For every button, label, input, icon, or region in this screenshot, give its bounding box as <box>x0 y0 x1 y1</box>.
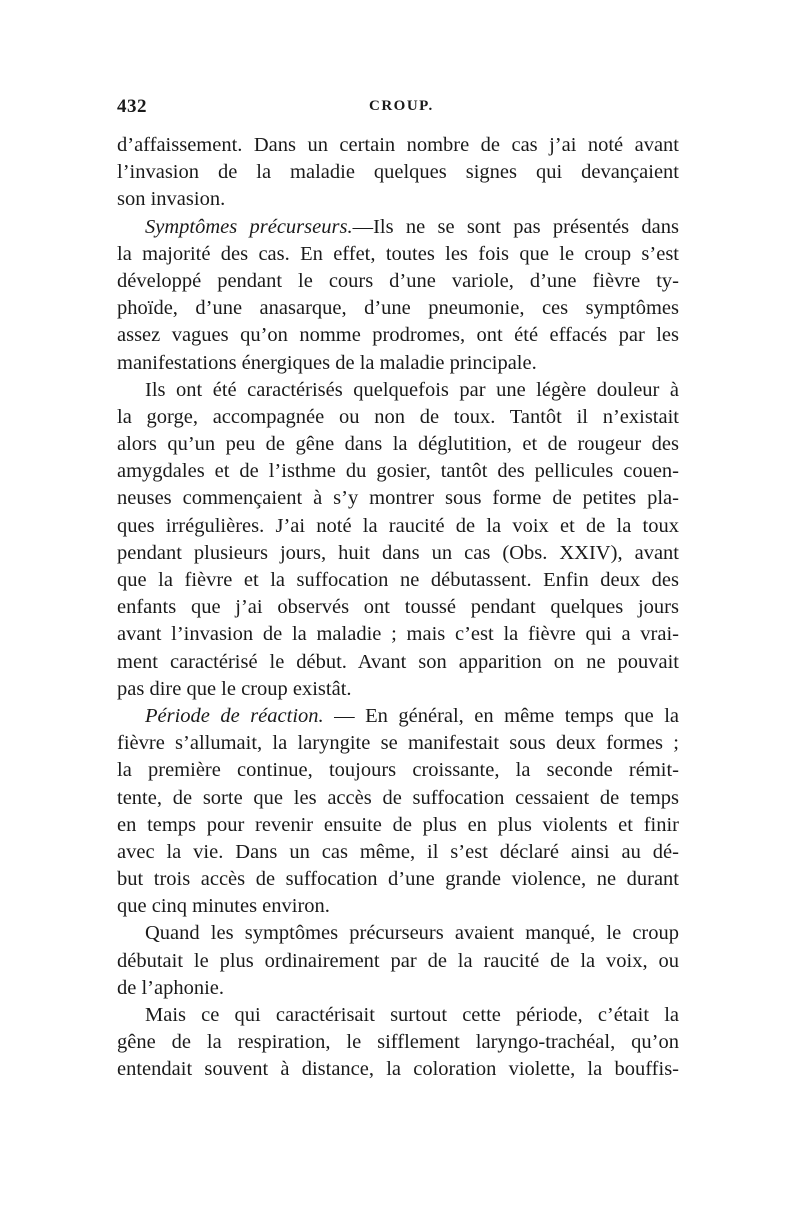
text-line <box>117 214 679 241</box>
text-run: fièvre s’allumait, la laryngite se manifestait sous deux formes ; <box>117 732 679 755</box>
text-line <box>117 458 679 485</box>
text-line <box>117 540 679 567</box>
text-line <box>117 1056 679 1083</box>
text-run: phoïde, d’une anasarque, d’une pneumonie, ces symptômes <box>117 297 679 320</box>
text-line <box>117 513 679 540</box>
text-line <box>117 676 679 703</box>
text-line <box>117 295 679 322</box>
text-run: entendait souvent à distance, la coloration violette, la bouffis- <box>117 1058 679 1081</box>
text-run: avant l’invasion de la maladie ; mais c’est la fièvre qui a vrai- <box>117 623 679 646</box>
text-line <box>117 567 679 594</box>
text-run: alors qu’un peu de gêne dans la déglutition, et de rougeur des <box>117 433 679 456</box>
text-run: ment caractérisé le début. Avant son apparition on ne pouvait <box>117 650 679 673</box>
text-run: d’affaissement. Dans un certain nombre de cas j’ai noté avant <box>117 134 679 156</box>
text-line <box>117 757 679 784</box>
text-run: débutait le plus ordinairement par de la raucité de la voix, ou <box>117 949 679 972</box>
running-title: CROUP. <box>369 98 434 114</box>
body-text <box>117 132 679 1084</box>
text-run: manifestations énergiques de la maladie principale. <box>117 351 537 374</box>
text-line <box>117 431 679 458</box>
text-line <box>117 186 679 213</box>
text-run: que cinq minutes environ. <box>117 895 330 918</box>
text-line <box>117 920 679 947</box>
text-line <box>117 594 679 621</box>
text-line <box>117 839 679 866</box>
text-run: Quand les symptômes précurseurs avaient manqué, le croup <box>145 922 679 945</box>
text-line <box>117 1029 679 1056</box>
text-line <box>117 703 679 730</box>
text-run: la première continue, toujours croissante, la seconde rémit- <box>117 759 679 782</box>
section-heading: Symptômes précurseurs. <box>145 215 353 238</box>
text-run: enfants que j’ai observés ont toussé pendant quelques jours <box>117 596 679 619</box>
page-number: 432 <box>117 96 147 117</box>
text-run: pendant plusieurs jours, huit dans un cas (Obs. XXIV), avant <box>117 541 679 564</box>
text-line <box>117 159 679 186</box>
text-run: développé pendant le cours d’une variole, d’une fièvre ty- <box>117 269 679 292</box>
text-run: gêne de la respiration, le sifflement laryngo-trachéal, qu’on <box>117 1031 679 1054</box>
text-run: avec la vie. Dans un cas même, il s’est déclaré ainsi au dé- <box>117 840 679 863</box>
text-line <box>117 350 679 377</box>
text-line <box>117 322 679 349</box>
text-line <box>117 948 679 975</box>
text-run: neuses commençaient à s’y montrer sous forme de petites pla- <box>117 487 679 510</box>
text-line <box>117 730 679 757</box>
text-line <box>117 866 679 893</box>
text-run: l’invasion de la maladie quelques signes qui devançaient <box>117 161 679 184</box>
text-line <box>117 893 679 920</box>
text-run: tente, de sorte que les accès de suffocation cessaient de temps <box>117 786 679 809</box>
text-run: assez vagues qu’on nomme prodromes, ont été effacés par les <box>117 324 679 347</box>
text-line <box>117 132 679 159</box>
text-line <box>117 785 679 812</box>
text-line <box>117 975 679 1002</box>
text-run: la majorité des cas. En effet, toutes les fois que le croup s’est <box>117 242 679 265</box>
text-line <box>117 621 679 648</box>
text-line <box>117 1002 679 1029</box>
text-run: —Ils ne se sont pas présentés dans <box>352 215 680 238</box>
text-line <box>117 268 679 295</box>
page-header <box>117 96 679 126</box>
text-run: Mais ce qui caractérisait surtout cette période, c’était la <box>145 1004 679 1026</box>
text-run: de l’aphonie. <box>117 976 225 999</box>
text-run: ques irrégulières. J’ai noté la raucité de la voix et de la toux <box>117 514 679 537</box>
text-run: son invasion. <box>117 188 226 211</box>
text-run: pas dire que le croup existât. <box>117 677 352 700</box>
text-line <box>117 649 679 676</box>
text-run: Ils ont été caractérisés quelquefois par une légère douleur à <box>145 378 679 401</box>
text-run: que la fièvre et la suffocation ne débutassent. Enfin deux des <box>117 569 679 591</box>
text-run: la gorge, accompagnée ou non de toux. Tantôt il n’existait <box>117 405 679 428</box>
text-run: but trois accès de suffocation d’une grande violence, ne durant <box>117 868 679 891</box>
text-run: amygdales et de l’isthme du gosier, tantôt des pellicules couen- <box>117 460 679 483</box>
text-run: — En général, en même temps que la <box>323 704 680 727</box>
text-line <box>117 377 679 404</box>
text-line <box>117 241 679 268</box>
text-line <box>117 812 679 839</box>
section-heading: Période de réaction. <box>145 704 324 727</box>
text-line <box>117 404 679 431</box>
text-run: en temps pour revenir ensuite de plus en plus violents et finir <box>117 813 679 836</box>
text-line <box>117 485 679 512</box>
